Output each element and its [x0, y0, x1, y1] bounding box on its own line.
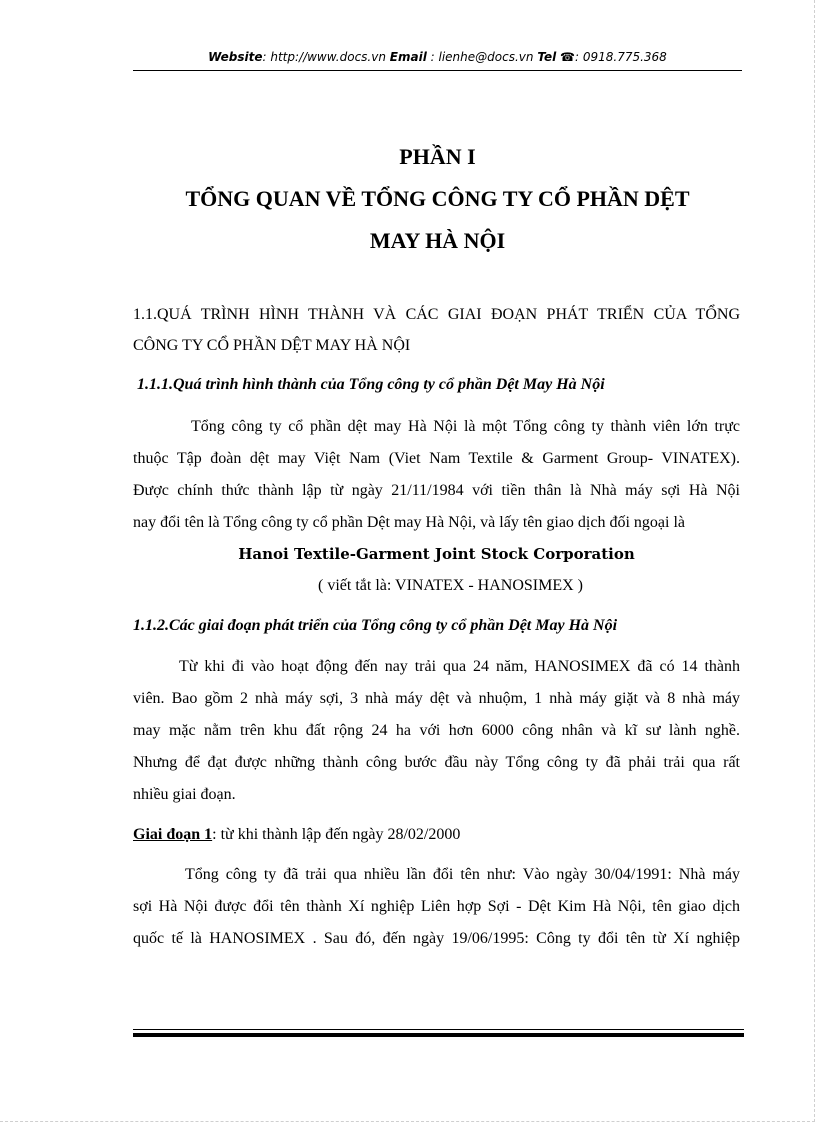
- paragraph-line: thuộc Tập đoàn dệt may Việt Nam (Viet Nam Textile & Garment Group- VINATEX).: [133, 450, 740, 467]
- document-title-line-2: MAY HÀ NỘI: [369, 228, 506, 253]
- paragraph-line: may mặc nằm trên khu đất rộng 24 ha với hơn 6000 công nhân và kĩ sư lành nghề.: [133, 722, 740, 739]
- website-value: : http://www.docs.vn: [262, 50, 386, 64]
- paragraph-line: viên. Bao gồm 2 nhà máy sợi, 3 nhà máy dệt và nhuộm, 1 nhà máy giặt và 8 nhà máy: [133, 690, 740, 707]
- part-title: PHẦN I: [399, 144, 476, 169]
- stage-1-label: Giai đoạn 1: [133, 826, 213, 843]
- paragraph-line: sợi Hà Nội được đổi tên thành Xí nghiệp Liên hợp Sợi - Dệt Kim Hà Nội, tên giao dịch: [133, 898, 740, 915]
- company-english-name: Hanoi Textile-Garment Joint Stock Corporation: [238, 545, 635, 563]
- page-header: [133, 50, 742, 64]
- tel-label: Tel: [537, 50, 557, 64]
- company-abbreviation: ( viết tắt là: VINATEX - HANOSIMEX ): [318, 577, 583, 594]
- section-1-1-heading-line-1: 1.1.QUÁ TRÌNH HÌNH THÀNH VÀ CÁC GIAI ĐOẠN PHÁT TRIỂN CỦA TỔNG: [133, 306, 740, 323]
- section-1-1-2-heading: 1.1.2.Các giai đoạn phát triển của Tổng công ty cổ phần Dệt May Hà Nội: [133, 617, 618, 634]
- paragraph-line: quốc tế là HANOSIMEX . Sau đó, đến ngày 19/06/1995: Công ty đổi tên từ Xí nghiệp: [133, 930, 740, 947]
- paragraph-line: nhiều giai đoạn.: [133, 786, 236, 803]
- section-1-1-1-heading: 1.1.1.Quá trình hình thành của Tổng công ty cổ phần Dệt May Hà Nội: [137, 376, 605, 393]
- paragraph-line: Tổng công ty đã trải qua nhiều lần đổi tên như: Vào ngày 30/04/1991: Nhà máy: [185, 866, 740, 883]
- email-label: Email: [389, 50, 427, 64]
- stage-1-line: [133, 826, 740, 844]
- document-title-line-1: TỔNG QUAN VỀ TỔNG CÔNG TY CỔ PHẦN DỆT: [185, 186, 690, 211]
- tel-value: : 0918.775.368: [574, 50, 667, 64]
- section-1-1-heading-line-2: CÔNG TY CỔ PHẦN DỆT MAY HÀ NỘI: [133, 337, 411, 354]
- footer-rule-thick: [133, 1033, 744, 1037]
- paragraph-line: Từ khi đi vào hoạt động đến nay trải qua 24 năm, HANOSIMEX đã có 14 thành: [179, 658, 740, 675]
- paragraph-line: Nhưng để đạt được những thành công bước đầu này Tổng công ty đã phải trải qua rất: [133, 754, 740, 771]
- paragraph-line: nay đổi tên là Tổng công ty cổ phần Dệt may Hà Nội, và lấy tên giao dịch đối ngoại là: [133, 514, 686, 531]
- website-label: Website: [208, 50, 263, 64]
- email-value: : lienhe@docs.vn: [430, 50, 534, 64]
- paragraph-line: Tổng công ty cổ phần dệt may Hà Nội là một Tổng công ty thành viên lớn trực: [191, 418, 740, 435]
- paragraph-line: Được chính thức thành lập từ ngày 21/11/1984 với tiền thân là Nhà máy sợi Hà Nội: [133, 482, 740, 499]
- telephone-icon: ☎: [560, 50, 575, 64]
- header-rule: [133, 70, 742, 71]
- stage-1-text: : từ khi thành lập đến ngày 28/02/2000: [212, 826, 461, 843]
- footer-rule-thin: [133, 1029, 744, 1030]
